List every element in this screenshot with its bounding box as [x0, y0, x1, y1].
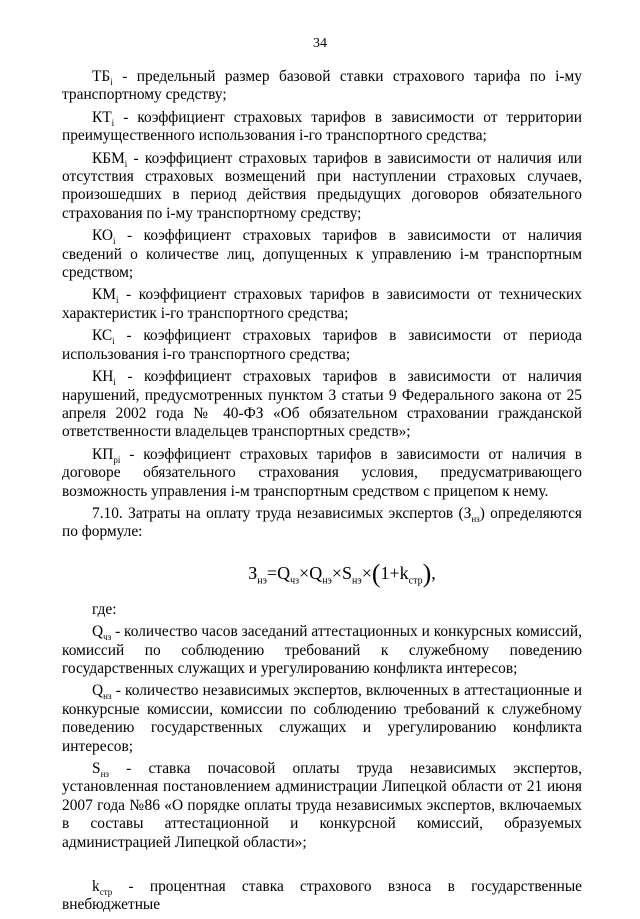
section-7-10: 7.10. Затраты на оплату труда независимых экспертов $(З_{нз})$ определяются по формуле: [62, 504, 582, 541]
formula: $З_{нэ}=Q_{чз}\times Q_{нэ}\times S_{нэ}\times(1+k_{стр})$, [248, 558, 436, 588]
page-number: 34 [313, 36, 327, 51]
document-body [62, 68, 582, 919]
where-label: где: [92, 600, 117, 618]
coefficient-definitions [62, 68, 582, 501]
coefficient-6: $КН_i$ - коэффициент страховых тарифов в зависимости от наличия нарушений, предусмотренных пунктом 3 статьи 9 Федерального закона от 25 апреля 2002 года № 40-ФЗ «Об обязательном страховании гражданской ответственности владельцев транспортных средств»; [62, 368, 582, 441]
definition-1: $Q_{нз}$ - количество независимых экспертов, включенных в аттестационные и конкурсные комиссии, комиссии по соблюдению требований к служебному поведению государственных служащих и урегулированию конфликта интересов; [62, 682, 582, 755]
definition-k-str: $k_{стр}$ - процентная ставка страхового взноса в государственные внебюджетные [62, 878, 582, 914]
definition-0: $Q_{чз}$ - количество часов заседаний аттестационных и конкурсных комиссий, комиссий по соблюдению требований к служебному поведению государственных служащих и урегулированию конфликта интересов; [62, 623, 582, 677]
section-symbol: $З_{нз}$ [463, 504, 480, 525]
coefficient-2: $КБМ_i$ - коэффициент страховых тарифов в зависимости от наличия или отсутствия страховых возмещений при наступлении страховых случаев, произошедших в период действия предыдущих договоров обязательного страхования по i-му транспортному средству; [62, 149, 582, 222]
coefficient-7: $КП_{pi}$ - коэффициент страховых тарифов в зависимости от наличия в договоре обязательного страхования условия, предусматривающего возможность управления i-м транспортным средством с прицепом к нему. [62, 445, 582, 500]
coefficient-4: $КМ_i$ - коэффициент страховых тарифов в зависимости от технических характеристик i-го транспортного средства; [62, 286, 582, 322]
coefficient-3: $КО_i$ - коэффициент страховых тарифов в зависимости от наличия сведений о количестве лиц, допущенных к управлению i-м транспортным средством; [62, 227, 582, 282]
coefficient-0: $ТБ_i$ - предельный размер базовой ставки страхового тарифа по i-му транспортному средству; [62, 68, 582, 104]
coefficient-5: $КС_i$ - коэффициент страховых тарифов в зависимости от периода использования i-го транспортного средства; [62, 327, 582, 363]
variable-definitions [62, 623, 582, 852]
definition-2: $S_{нз}$ - ставка почасовой оплаты труда независимых экспертов, установленная постановлением администрации Липецкой области от 21 июня 2007 года №86 «О порядке оплаты труда независимых экспертов, включаемых в составы аттестационной и конкурсной комиссий, образуемых администрацией Липецкой области»; [62, 760, 582, 851]
coefficient-1: $КТ_i$ - коэффициент страховых тарифов в зависимости от территории преимущественного использования i-го транспортного средства; [62, 108, 582, 145]
